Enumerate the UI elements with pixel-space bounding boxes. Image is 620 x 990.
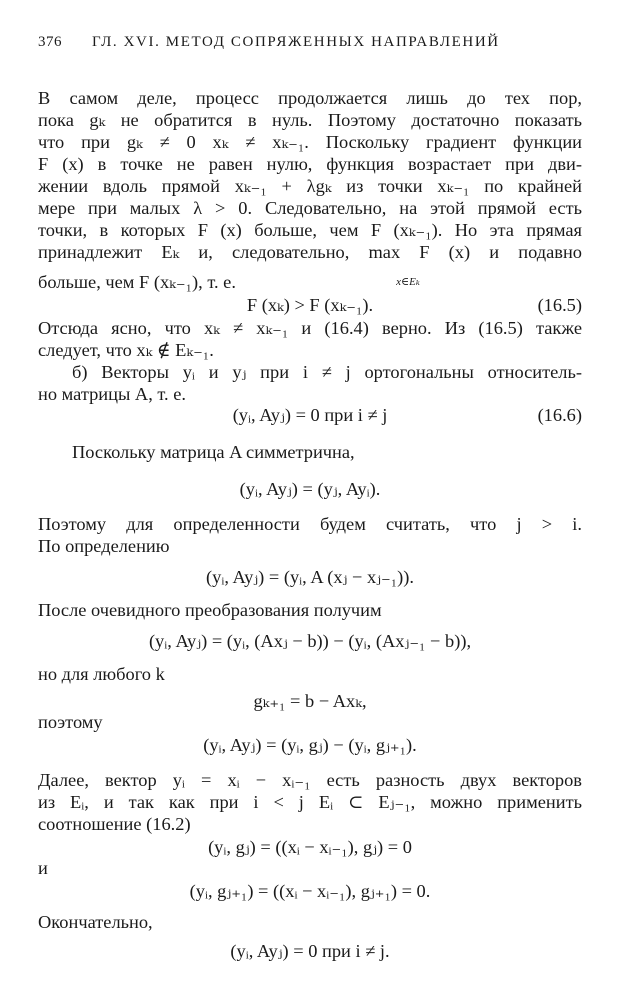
equation: (yᵢ, gⱼ₊₁) = ((xᵢ − xᵢ₋₁), gⱼ₊₁) = 0. <box>189 881 431 901</box>
chapter-title: ГЛ. XVI. МЕТОД СОПРЯЖЕННЫХ НАПРАВЛЕНИЙ <box>92 34 500 50</box>
equation: (yᵢ, Ayⱼ) = (yᵢ, (Axⱼ − b)) − (yᵢ, (Axⱼ₋₁ − b)), <box>148 631 472 651</box>
text-line: По определению <box>38 536 170 556</box>
text-line: мере при малых λ > 0. Следовательно, на этой прямой есть <box>38 198 582 218</box>
text-line: что при gₖ ≠ 0 xₖ ≠ xₖ₋₁. Поскольку градиент функции <box>38 132 582 152</box>
equation: (yᵢ, Ayⱼ) = (yᵢ, A (xⱼ − xⱼ₋₁)). <box>206 567 414 587</box>
text-line: точки, в которых F (x) больше, чем F (xₖ₋₁). Но эта прямая <box>38 220 582 240</box>
text-line: и <box>38 858 48 878</box>
text-line: б) Векторы yᵢ и yⱼ при i ≠ j ортогональны относитель- <box>72 362 582 382</box>
equation: gₖ₊₁ = b − Axₖ, <box>253 691 367 711</box>
equation: (yᵢ, Ayⱼ) = 0 при i ≠ j. <box>230 941 390 961</box>
text-line: Поэтому для определенности будем считать, что j > i. <box>38 514 582 534</box>
text-line: из Eᵢ, и так как при i < j Eᵢ ⊂ Eⱼ₋₁, можно применить <box>38 792 582 812</box>
max-subscript: x∈Eₖ <box>396 276 420 288</box>
equation-16-6: (yᵢ, Ayⱼ) = 0 при i ≠ j <box>232 405 388 425</box>
page-number: 376 <box>38 34 62 50</box>
equation-number: (16.5) <box>537 295 582 315</box>
equation-16-5: F (xₖ) > F (xₖ₋₁). <box>246 295 374 315</box>
text-line: F (x) в точке не равен нулю, функция возрастает при дви- <box>38 154 582 174</box>
text-line: После очевидного преобразования получим <box>38 600 382 620</box>
text-line: поэтому <box>38 712 103 732</box>
text-line: следует, что xₖ ∉ Eₖ₋₁. <box>38 340 214 360</box>
text-line: но для любого k <box>38 664 165 684</box>
text-line: Поскольку матрица A симметрична, <box>72 442 355 462</box>
text-line: В самом деле, процесс продолжается лишь до тех пор, <box>38 88 582 108</box>
text-line: пока gₖ не обратится в нуль. Поэтому достаточно показать <box>38 110 582 130</box>
equation: (yᵢ, gⱼ) = ((xᵢ − xᵢ₋₁), gⱼ) = 0 <box>208 837 412 857</box>
text-line: Далее, вектор yᵢ = xᵢ − xᵢ₋₁ есть разность двух векторов <box>38 770 582 790</box>
text-line: соотношение (16.2) <box>38 814 191 834</box>
text-line: больше, чем F (xₖ₋₁), т. е. <box>38 272 236 292</box>
text-line: но матрицы A, т. е. <box>38 384 187 404</box>
equation: (yᵢ, Ayⱼ) = (yⱼ, Ayᵢ). <box>239 479 381 499</box>
text-line: Окончательно, <box>38 912 153 932</box>
equation-number: (16.6) <box>537 405 582 425</box>
running-header <box>38 34 582 56</box>
text-line: принадлежит Eₖ и, следовательно, max F (x) и подавно <box>38 242 582 262</box>
equation: (yᵢ, Ayⱼ) = (yᵢ, gⱼ) − (yᵢ, gⱼ₊₁). <box>203 735 417 755</box>
text-line: жении вдоль прямой xₖ₋₁ + λgₖ из точки xₖ₋₁ по крайней <box>38 176 582 196</box>
text-line: Отсюда ясно, что xₖ ≠ xₖ₋₁ и (16.4) верно. Из (16.5) также <box>38 318 582 338</box>
